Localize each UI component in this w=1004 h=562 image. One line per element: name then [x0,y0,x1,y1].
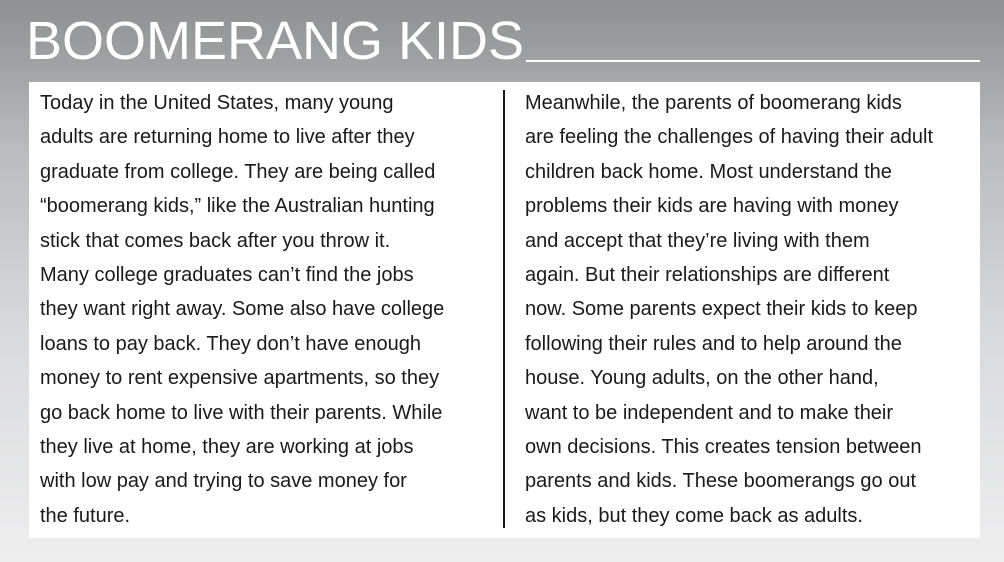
text-line: the future. [40,504,131,527]
text-line: problems their kids are having with money [525,195,899,218]
text-line: they want right away. Some also have college [40,298,445,321]
text-line: loans to pay back. They don’t have enough [40,332,422,355]
text-line: own decisions. This creates tension between [525,436,922,459]
left-column-text [40,86,500,533]
text-line: money to rent expensive apartments, so they [40,367,440,390]
text-line: again. But their relationships are different [525,264,890,287]
text-line: with low pay and trying to save money for [40,470,407,493]
text-line: house. Young adults, on the other hand, [525,367,879,390]
article-title: BOOMERANG KIDS [26,11,525,71]
text-line: as kids, but they come back as adults. [525,504,863,527]
title-rule [526,60,980,62]
text-line: Meanwhile, the parents of boomerang kids [525,92,902,114]
text-line: children back home. Most understand the [525,160,892,183]
text-line: “boomerang kids,” like the Australian hunting [40,195,435,218]
text-line: and accept that they’re living with them [525,229,870,252]
text-line: parents and kids. These boomerangs go out [525,470,916,493]
text-line: go back home to live with their parents. While [40,401,443,424]
text-line: following their rules and to help around the [525,332,902,355]
text-line: stick that comes back after you throw it. [40,229,391,252]
text-line: Many college graduates can’t find the jobs [40,264,414,287]
text-line: adults are returning home to live after they [40,126,415,149]
text-line: Today in the United States, many young [40,92,394,114]
right-column-text [525,86,975,533]
text-line: are feeling the challenges of having their adult [525,126,934,149]
article-panel [29,82,980,538]
text-line: they live at home, they are working at jobs [40,436,414,459]
text-line: graduate from college. They are being called [40,160,436,183]
text-line: now. Some parents expect their kids to keep [525,298,918,321]
column-divider [503,90,505,528]
text-line: want to be independent and to make their [525,401,894,424]
